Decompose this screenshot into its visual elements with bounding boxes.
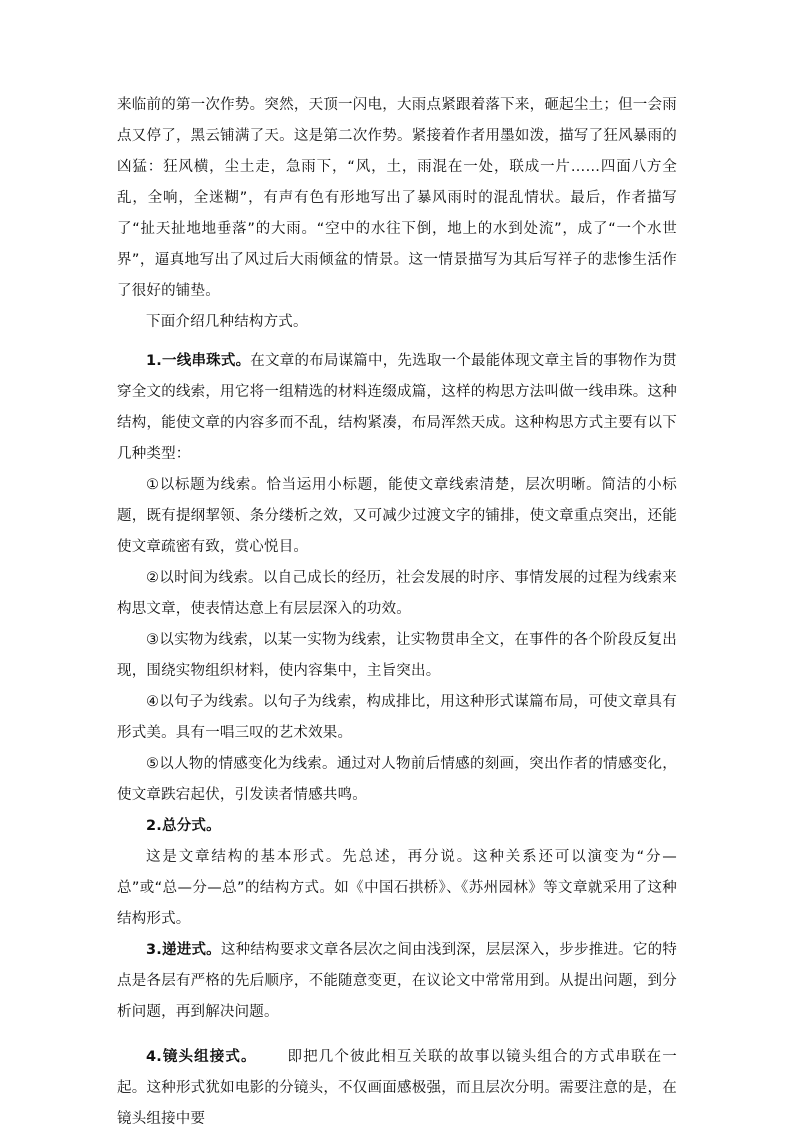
heading-progressive: 3.递进式。 bbox=[146, 942, 221, 958]
paragraph-progressive bbox=[117, 935, 677, 1028]
heading-montage: 4.镜头组接式。 bbox=[146, 1049, 257, 1065]
paragraph-emotion-clue: ⑤以人物的情感变化为线索。通过对人物前后情感的刻画，突出作者的情感变化，使文章跌宕起伏，引发读者情感共鸣。 bbox=[117, 756, 677, 803]
text-progressive: 这种结构要求文章各层次之间由浅到深，层层深入，步步推进。它的特点是各层有严格的先后顺序，不能随意变更，在议论文中常常用到。从提出问题，到分析问题，再到解决问题。 bbox=[117, 942, 677, 1020]
heading-general-specific: 2.总分式。 bbox=[146, 818, 221, 834]
paragraph-sentence-clue: ④以句子为线索。以句子为线索，构成排比，用这种形式谋篇布局，可使文章具有形式美。具有一唱三叹的艺术效果。 bbox=[117, 694, 677, 741]
paragraph-intro-structures: 下面介绍几种结构方式。 bbox=[146, 314, 308, 330]
document-body bbox=[117, 90, 677, 1135]
heading-single-thread: 1.一线串珠式。 bbox=[146, 353, 251, 369]
text-single-thread: 在文章的布局谋篇中，先选取一个最能体现文章主旨的事物作为贯穿全文的线索，用它将一组精选的材料连缀成篇，这样的构思方法叫做一线串珠。这种结构，能使文章的内容多而不乱，结构紧凑，布局浑然天成。这种构思方式主要有以下几种类型： bbox=[117, 353, 677, 462]
paragraph-montage bbox=[117, 1042, 677, 1135]
paragraph-title-clue: ①以标题为线索。恰当运用小标题，能使文章线索清楚，层次明晰。简洁的小标题，既有提纲挈领、条分缕析之效，又可减少过渡文字的铺排，使文章重点突出，还能使文章疏密有致，赏心悦目。 bbox=[117, 477, 677, 555]
paragraph-storm-description: 来临前的第一次作势。突然，天顶一闪电，大雨点紧跟着落下来，砸起尘土；但一会雨点又停了，黑云铺满了天。这是第二次作势。紧接着作者用墨如泼，描写了狂风暴雨的凶猛：狂风横，尘土走，急雨下，“风，土，雨混在一处，联成一片……四面八方全乱，全响，全迷糊”，有声有色有形地写出了暴风雨时的混乱情状。最后，作者描写了“扯天扯地地垂落”的大雨。“空中的水往下倒，地上的水到处流”，成了“一个水世界”，逼真地写出了风过后大雨倾盆的情景。这一情景描写为其后写祥子的悲惨生活作了很好的铺垫。 bbox=[117, 97, 677, 299]
paragraph-single-thread bbox=[117, 346, 677, 470]
paragraph-object-clue: ③以实物为线索，以某一实物为线索，让实物贯串全文，在事件的各个阶段反复出现，围绕实物组织材料，使内容集中，主旨突出。 bbox=[117, 632, 677, 679]
paragraph-time-clue: ②以时间为线索。以自己成长的经历，社会发展的时序、事情发展的过程为线索来构思文章，使表情达意上有层层深入的功效。 bbox=[117, 570, 677, 617]
paragraph-general-specific: 这是文章结构的基本形式。先总述，再分说。这种关系还可以演变为“分—总”或“总—分—总”的结构方式。如《中国石拱桥》、《苏州园林》等文章就采用了这种结构形式。 bbox=[117, 849, 677, 927]
text-montage: 即把几个彼此相互关联的故事以镜头组合的方式串联在一起。这种形式犹如电影的分镜头，不仅画面感极强，而且层次分明。需要注意的是，在镜头组接中要 bbox=[117, 1049, 677, 1127]
